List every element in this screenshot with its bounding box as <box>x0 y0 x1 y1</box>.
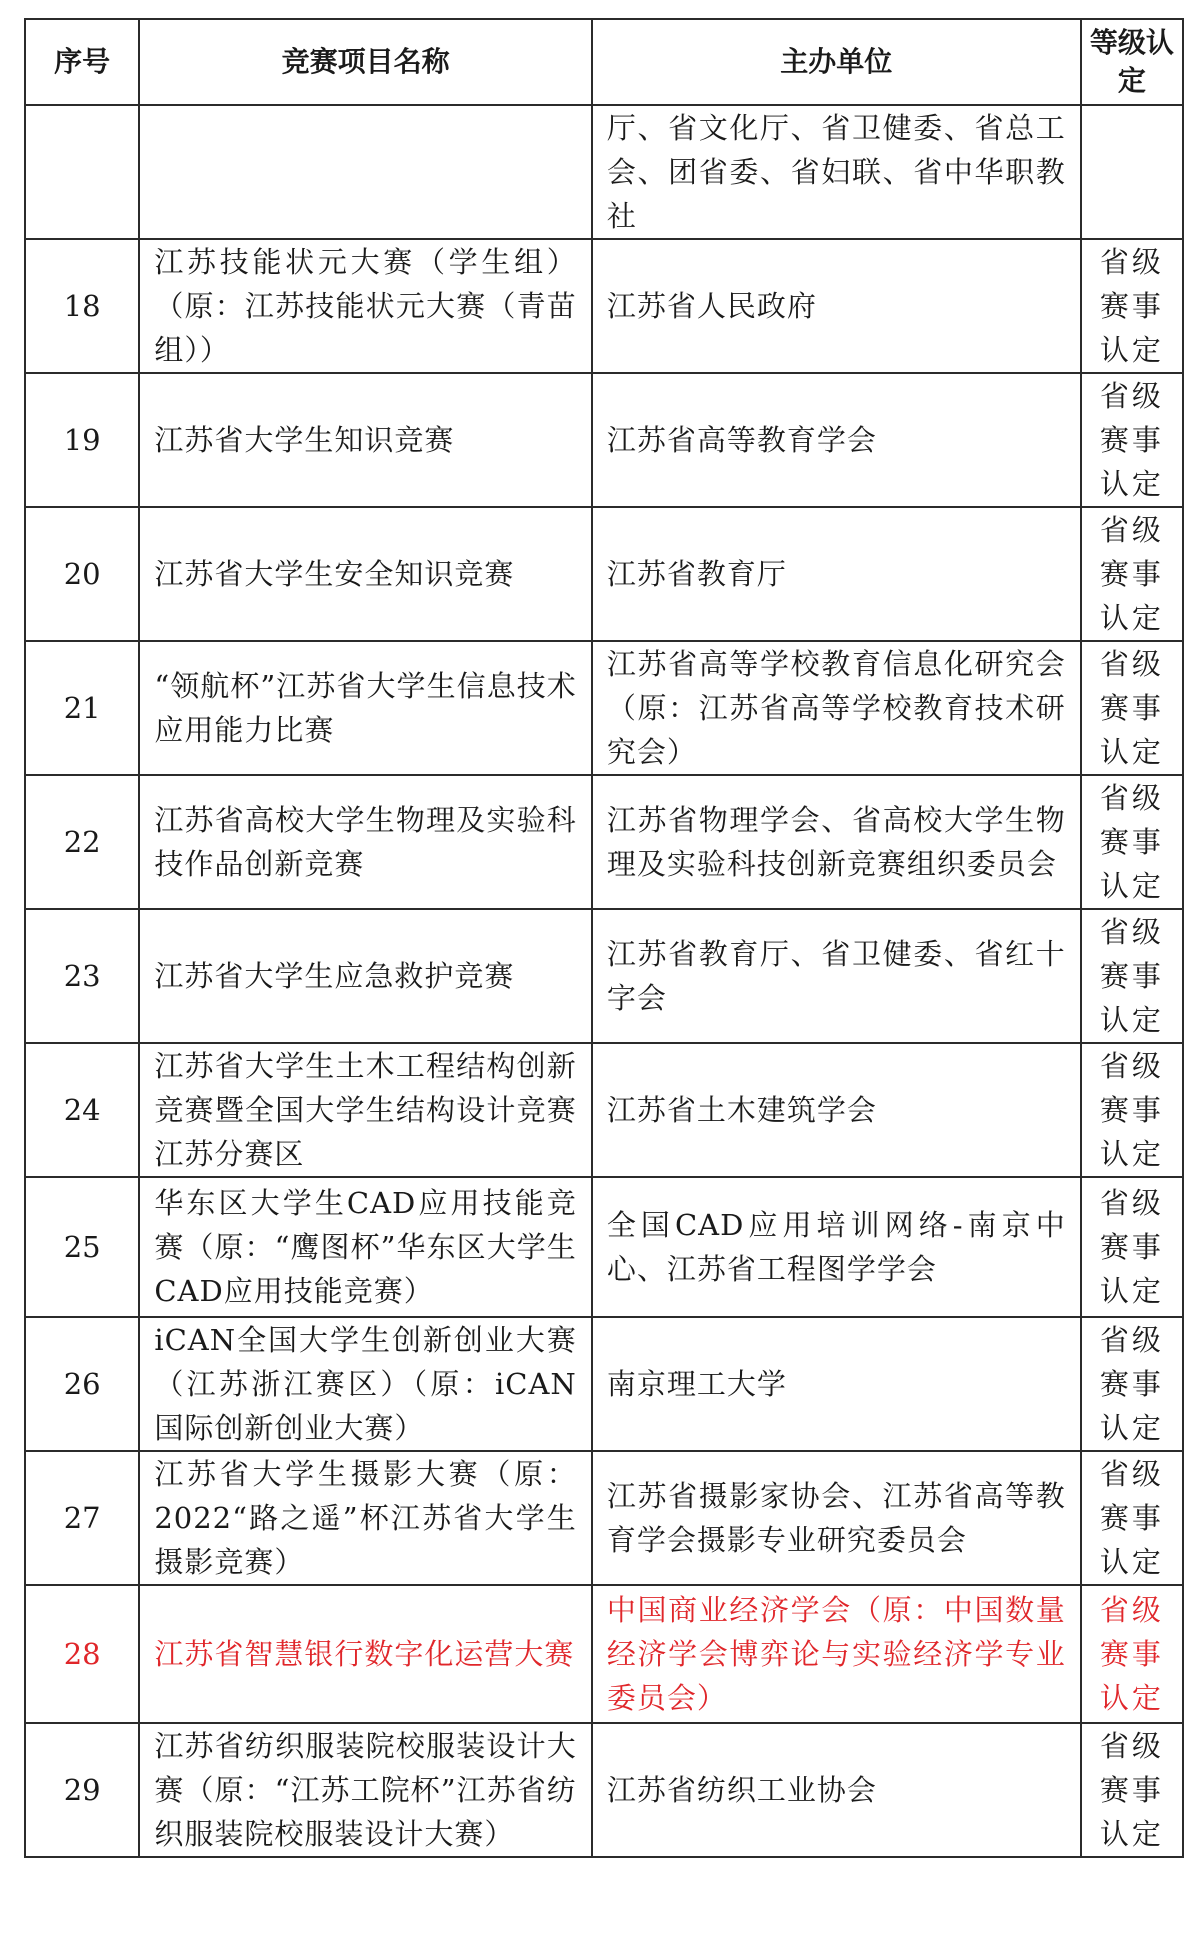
cell-organizer: 江苏省教育厅、省卫健委、省红十字会 <box>592 909 1081 1043</box>
cell-index: 19 <box>25 373 139 507</box>
table-row <box>25 1043 1183 1177</box>
cell-level: 省级赛事认定 <box>1081 641 1183 775</box>
header-level: 等级认定 <box>1081 19 1183 105</box>
cell-index: 23 <box>25 909 139 1043</box>
cell-index: 25 <box>25 1177 139 1317</box>
cell-index: 28 <box>25 1585 139 1723</box>
cell-organizer: 江苏省摄影家协会、江苏省高等教育学会摄影专业研究委员会 <box>592 1451 1081 1585</box>
table-row <box>25 1585 1183 1723</box>
cell-level <box>1081 105 1183 239</box>
cell-level: 省级赛事认定 <box>1081 1177 1183 1317</box>
header-index: 序号 <box>25 19 139 105</box>
cell-index: 29 <box>25 1723 139 1857</box>
cell-name: 江苏省大学生摄影大赛（原：2022“路之遥”杯江苏省大学生摄影竞赛） <box>139 1451 591 1585</box>
cell-index <box>25 105 139 239</box>
cell-name <box>139 105 591 239</box>
cell-index: 21 <box>25 641 139 775</box>
cell-organizer: 江苏省高等教育学会 <box>592 373 1081 507</box>
cell-name: 江苏省大学生土木工程结构创新竞赛暨全国大学生结构设计竞赛江苏分赛区 <box>139 1043 591 1177</box>
cell-index: 27 <box>25 1451 139 1585</box>
cell-index: 22 <box>25 775 139 909</box>
cell-name: 华东区大学生CAD应用技能竞赛（原：“鹰图杯”华东区大学生CAD应用技能竞赛） <box>139 1177 591 1317</box>
cell-name: 江苏技能状元大赛（学生组）（原：江苏技能状元大赛（青苗组）） <box>139 239 591 373</box>
cell-organizer: 江苏省物理学会、省高校大学生物理及实验科技创新竞赛组织委员会 <box>592 775 1081 909</box>
cell-organizer: 江苏省教育厅 <box>592 507 1081 641</box>
table-row <box>25 1177 1183 1317</box>
table-row <box>25 775 1183 909</box>
cell-name: 江苏省纺织服装院校服装设计大赛（原：“江苏工院杯”江苏省纺织服装院校服装设计大赛） <box>139 1723 591 1857</box>
cell-level: 省级赛事认定 <box>1081 507 1183 641</box>
cell-level: 省级赛事认定 <box>1081 1043 1183 1177</box>
table-row <box>25 239 1183 373</box>
cell-organizer: 厅、省文化厅、省卫健委、省总工会、团省委、省妇联、省中华职教社 <box>592 105 1081 239</box>
cell-organizer: 南京理工大学 <box>592 1317 1081 1451</box>
competition-table <box>24 18 1184 1858</box>
cell-level: 省级赛事认定 <box>1081 239 1183 373</box>
continuation-row <box>25 105 1183 239</box>
cell-organizer: 江苏省高等学校教育信息化研究会（原：江苏省高等学校教育技术研究会） <box>592 641 1081 775</box>
table-row <box>25 1451 1183 1585</box>
table-row <box>25 507 1183 641</box>
cell-level: 省级赛事认定 <box>1081 909 1183 1043</box>
cell-index: 20 <box>25 507 139 641</box>
cell-name: iCAN全国大学生创新创业大赛（江苏浙江赛区）（原：iCAN国际创新创业大赛） <box>139 1317 591 1451</box>
cell-index: 24 <box>25 1043 139 1177</box>
cell-level: 省级赛事认定 <box>1081 1723 1183 1857</box>
cell-name: 江苏省智慧银行数字化运营大赛 <box>139 1585 591 1723</box>
cell-name: 江苏省大学生应急救护竞赛 <box>139 909 591 1043</box>
cell-name: “领航杯”江苏省大学生信息技术应用能力比赛 <box>139 641 591 775</box>
cell-organizer: 江苏省纺织工业协会 <box>592 1723 1081 1857</box>
header-name: 竞赛项目名称 <box>139 19 591 105</box>
cell-index: 26 <box>25 1317 139 1451</box>
cell-name: 江苏省大学生知识竞赛 <box>139 373 591 507</box>
cell-organizer: 江苏省土木建筑学会 <box>592 1043 1081 1177</box>
header-organizer: 主办单位 <box>592 19 1081 105</box>
table-header-row <box>25 19 1183 105</box>
cell-organizer: 全国CAD应用培训网络-南京中心、江苏省工程图学学会 <box>592 1177 1081 1317</box>
cell-index: 18 <box>25 239 139 373</box>
cell-name: 江苏省大学生安全知识竞赛 <box>139 507 591 641</box>
cell-level: 省级赛事认定 <box>1081 373 1183 507</box>
cell-level: 省级赛事认定 <box>1081 1317 1183 1451</box>
cell-level: 省级赛事认定 <box>1081 1585 1183 1723</box>
cell-name: 江苏省高校大学生物理及实验科技作品创新竞赛 <box>139 775 591 909</box>
table-row <box>25 641 1183 775</box>
cell-organizer: 江苏省人民政府 <box>592 239 1081 373</box>
table-row <box>25 1723 1183 1857</box>
table-row <box>25 1317 1183 1451</box>
table-row <box>25 909 1183 1043</box>
table-row <box>25 373 1183 507</box>
cell-level: 省级赛事认定 <box>1081 775 1183 909</box>
cell-organizer: 中国商业经济学会（原：中国数量经济学会博弈论与实验经济学专业委员会） <box>592 1585 1081 1723</box>
cell-level: 省级赛事认定 <box>1081 1451 1183 1585</box>
